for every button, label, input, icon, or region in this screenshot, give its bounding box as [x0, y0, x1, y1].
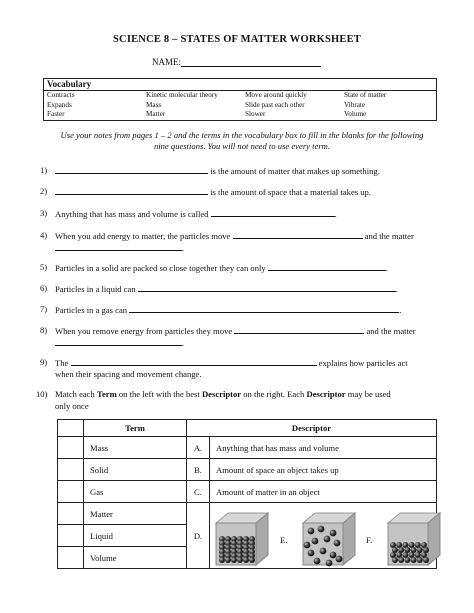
particle: [330, 552, 337, 559]
descriptor-letter: C.: [187, 481, 210, 503]
vocab-term: Vibrate: [344, 100, 366, 109]
question-number: 7): [40, 304, 48, 314]
answer-cell[interactable]: [58, 547, 84, 569]
question-number: 6): [40, 283, 48, 293]
particle: [326, 560, 333, 567]
vocabulary-terms: [47, 91, 436, 120]
vocab-term: Contracts: [47, 91, 75, 99]
table-row: [58, 481, 437, 503]
vocab-term: Mass: [146, 100, 162, 109]
answer-blank[interactable]: [129, 304, 402, 315]
table-row: [58, 503, 437, 525]
answer-cell[interactable]: [58, 525, 84, 547]
particle: [308, 528, 315, 535]
term-cell: Gas: [84, 481, 187, 503]
liquid-particles-image: [299, 509, 359, 569]
question-text: .: [395, 284, 398, 294]
question-number: 8): [40, 325, 48, 335]
term-cell: Mass: [84, 437, 187, 459]
question-text: is the amount of matter that makes up something.: [208, 166, 380, 176]
term-cell: Solid: [84, 459, 187, 481]
particle: [225, 557, 231, 563]
descriptor-cell: Anything that has mass and volume: [210, 437, 437, 459]
answer-cell[interactable]: [58, 459, 84, 481]
particle: [320, 548, 327, 555]
particle: [314, 558, 321, 565]
descriptor-letter: B.: [187, 459, 210, 481]
answer-blank[interactable]: [55, 242, 185, 253]
question-text: .: [182, 243, 185, 253]
particle: [324, 536, 331, 543]
descriptor-letter: A.: [187, 437, 210, 459]
answer-cell[interactable]: [58, 503, 84, 525]
answer-blank[interactable]: [268, 262, 389, 273]
question-text-bold: Descriptor: [201, 389, 242, 399]
question-text: and the matter: [362, 231, 414, 241]
answer-blank[interactable]: [55, 165, 208, 174]
question-text-bold: Term: [97, 389, 117, 399]
descriptor-letter: F.: [366, 535, 373, 545]
question-text: on the right. Each: [241, 389, 307, 399]
question-4-continuation: [55, 242, 184, 254]
term-cell: Matter: [84, 503, 187, 525]
term-cell: Liquid: [84, 525, 187, 547]
table-row: [58, 437, 437, 459]
question-text: Particles in a gas can: [55, 305, 130, 315]
table-row: [58, 459, 437, 481]
vocab-term: Kinetic molecular theory: [146, 91, 218, 99]
answer-blank[interactable]: [138, 283, 396, 292]
question-text: explains how particles act: [316, 358, 408, 368]
question-text: The: [55, 358, 71, 368]
question-8-continuation: [55, 337, 184, 349]
descriptor-cell: Amount of space an object takes up: [210, 459, 437, 481]
question-text: may be used: [345, 389, 391, 399]
vocab-term: Matter: [146, 110, 166, 118]
question-text: Particles in a solid are packed so close together they can only: [55, 263, 268, 273]
question-9-continuation: when their spacing and movement change.: [55, 369, 202, 379]
particle: [398, 557, 404, 563]
matching-table: [57, 419, 437, 569]
descriptor-letter: D.: [187, 503, 210, 569]
descriptor-header: Descriptor: [187, 420, 437, 437]
question-text: on the left with the best: [116, 389, 202, 399]
particle: [423, 557, 429, 563]
blank-header: [58, 420, 84, 437]
vocabulary-heading: Vocabulary: [44, 79, 436, 91]
answer-blank[interactable]: [234, 325, 364, 334]
vocab-term: Slide past each other: [245, 100, 305, 109]
particle: [417, 557, 423, 563]
particle: [249, 557, 255, 563]
question-text: When you add energy to matter, the particles move: [55, 231, 233, 241]
question-text-bold: Descriptor: [306, 389, 346, 399]
name-field[interactable]: [181, 66, 321, 67]
vocab-term: Expands: [47, 100, 72, 109]
instructions: Use your notes from pages 1 – 2 and the terms in the vocabulary box to fill in the blanks for the following nine questions. You will not need to use every term.: [60, 130, 424, 151]
answer-blank[interactable]: [71, 357, 317, 366]
vocab-term: State of matter: [344, 91, 387, 99]
particle: [336, 556, 343, 563]
particle: [330, 530, 337, 537]
gas-particles-image: [384, 509, 444, 569]
question-text: Match each: [55, 389, 97, 399]
question-text: .: [334, 209, 337, 219]
vocab-term: Faster: [47, 110, 65, 118]
particle: [237, 557, 243, 563]
question-number: 2): [40, 186, 48, 196]
vocabulary-box: [43, 78, 437, 121]
answer-blank[interactable]: [211, 208, 335, 217]
name-label: NAME:: [152, 57, 181, 67]
question-number: 9): [40, 357, 48, 367]
question-text: Anything that has mass and volume is called: [55, 209, 211, 219]
particle: [231, 557, 237, 563]
particle: [219, 557, 225, 563]
solid-particles-image: [212, 509, 272, 569]
particle: [334, 540, 341, 547]
particle: [243, 557, 249, 563]
particle: [411, 557, 417, 563]
vocab-term: Slower: [245, 110, 266, 118]
answer-blank[interactable]: [233, 230, 363, 239]
particle: [304, 542, 311, 549]
particle: [392, 557, 398, 563]
answer-cell[interactable]: [58, 437, 84, 459]
question-number: 3): [40, 208, 48, 218]
term-cell: Volume: [84, 547, 187, 569]
answer-blank[interactable]: [55, 337, 185, 348]
question-number: 10): [36, 389, 48, 399]
question-text: is the amount of space that a material takes up.: [208, 187, 371, 197]
page-title: SCIENCE 8 – STATES OF MATTER WORKSHEET: [113, 34, 361, 45]
term-header: Term: [84, 420, 187, 437]
question-text: .: [182, 338, 185, 348]
question-text: and the matter: [364, 326, 416, 336]
particle-diagrams: [210, 503, 437, 569]
particle: [312, 538, 319, 545]
table-header-row: [58, 420, 437, 437]
question-number: 1): [40, 165, 48, 175]
descriptor-letter: E.: [280, 535, 288, 545]
vocab-term: Volume: [344, 110, 367, 118]
question-text: .: [399, 305, 402, 315]
question-number: 4): [40, 230, 48, 240]
particle: [308, 550, 315, 557]
vocab-term: Move around quickly: [245, 91, 307, 99]
answer-cell[interactable]: [58, 481, 84, 503]
question-10-continuation: only once: [55, 401, 89, 411]
descriptor-cell: Amount of matter in an object: [210, 481, 437, 503]
answer-blank[interactable]: [55, 186, 208, 195]
particle: [404, 557, 410, 563]
question-text: Particles in a liquid can: [55, 284, 138, 294]
particle: [318, 526, 325, 533]
question-text: .: [385, 263, 389, 273]
question-text: When you remove energy from particles they move: [55, 326, 235, 336]
question-number: 5): [40, 262, 48, 272]
